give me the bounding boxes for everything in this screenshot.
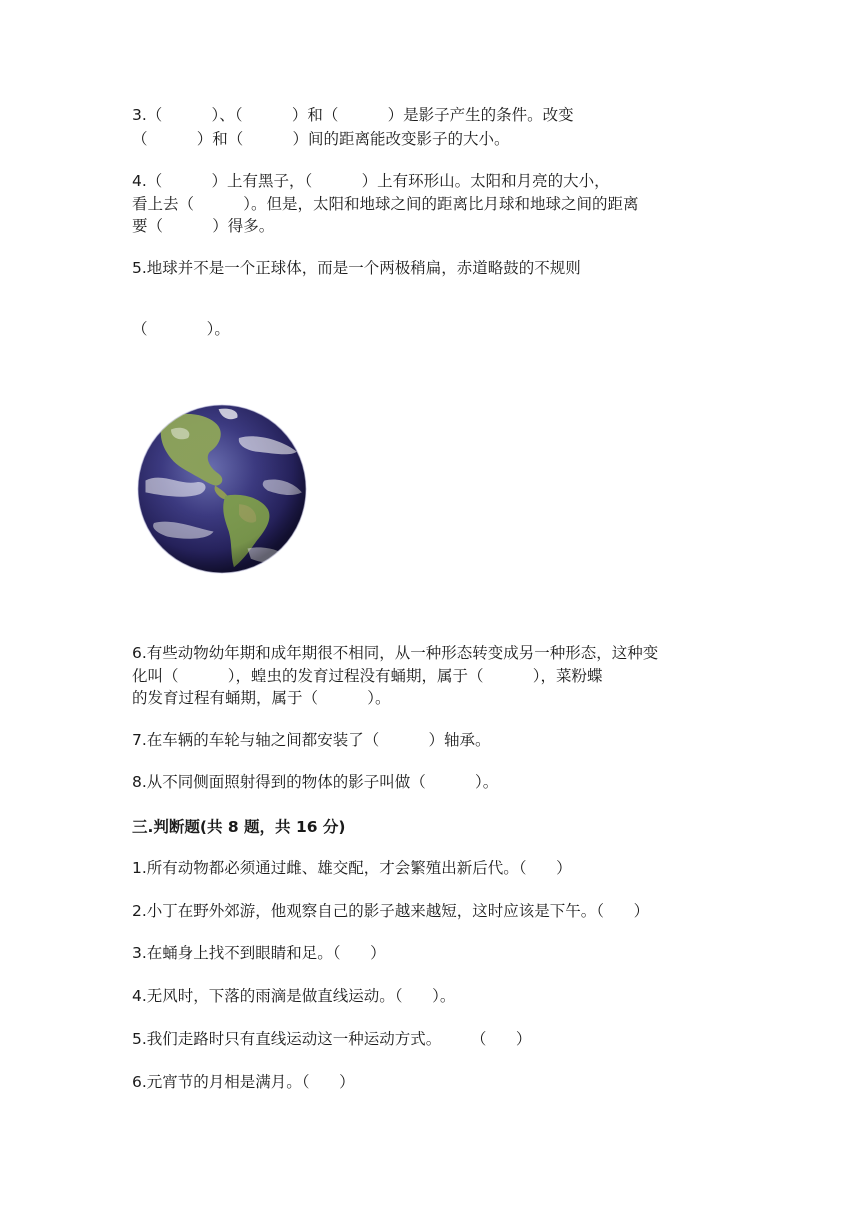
judgment-item-5: 5.我们走路时只有直线运动这一种运动方式。 （ ）	[132, 1030, 532, 1048]
question-6-line-3: 的发育过程有蛹期，属于（ ）。	[132, 689, 391, 707]
judgment-item-2: 2.小丁在野外郊游，他观察自己的影子越来越短，这时应该是下午。（ ）	[132, 902, 650, 920]
judgment-item-4: 4.无风时，下落的雨滴是做直线运动。（ ）。	[132, 987, 456, 1005]
question-4-line-1: 4.（ ）上有黑子，（ ）上有环形山。太阳和月亮的大小，	[132, 172, 610, 190]
section-3-heading: 三.判断题(共 8 题，共 16 分)	[132, 818, 346, 836]
question-6-line-1: 6.有些动物幼年期和成年期很不相同，从一种形态转变成另一种形态，这种变	[132, 644, 659, 662]
question-4-line-3: 要（ ）得多。	[132, 217, 275, 235]
judgment-item-1: 1.所有动物都必须通过雌、雄交配，才会繁殖出新后代。（ ）	[132, 859, 572, 877]
question-5-line-2: （ ）。	[132, 320, 230, 338]
question-8: 8.从不同侧面照射得到的物体的影子叫做（ ）。	[132, 773, 499, 791]
judgment-item-6: 6.元宵节的月相是满月。（ ）	[132, 1073, 355, 1091]
judgment-item-3: 3.在蛹身上找不到眼睛和足。（ ）	[132, 944, 386, 962]
earth-globe-image	[137, 404, 307, 574]
question-7: 7.在车辆的车轮与轴之间都安装了（ ）轴承。	[132, 731, 491, 749]
question-6-line-2: 化叫（ ），蝗虫的发育过程没有蛹期，属于（ ），菜粉蝶	[132, 667, 603, 685]
question-4-line-2: 看上去（ ）。但是，太阳和地球之间的距离比月球和地球之间的距离	[132, 195, 639, 213]
question-3-line-2: （ ）和（ ）间的距离能改变影子的大小。	[132, 130, 510, 148]
question-3-line-1: 3.（ ）、（ ）和（ ）是影子产生的条件。改变	[132, 106, 574, 124]
question-5-line-1: 5.地球并不是一个正球体，而是一个两极稍扁，赤道略鼓的不规则	[132, 259, 581, 277]
